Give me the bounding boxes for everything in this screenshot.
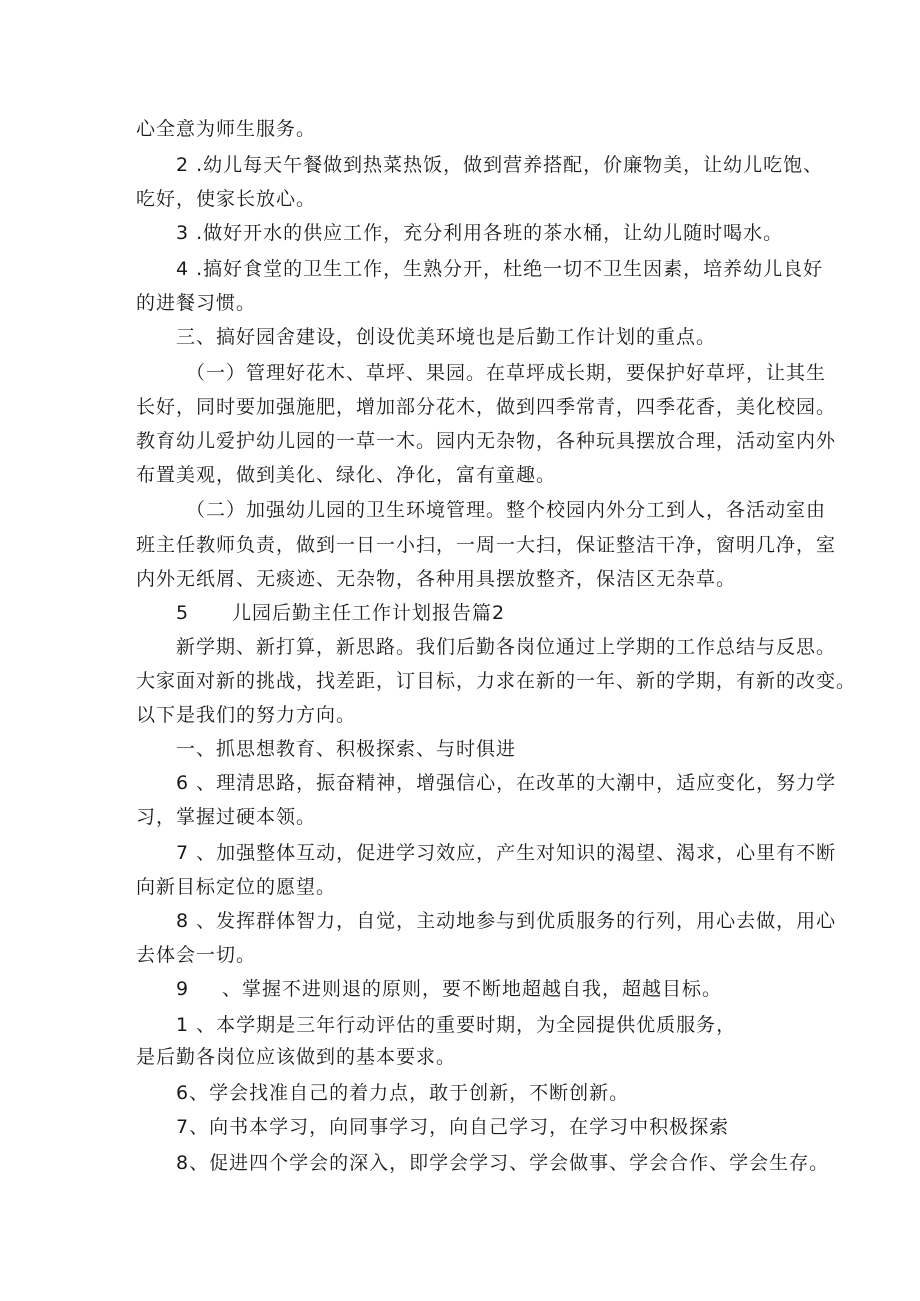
text-line: 新学期、新打算，新思路。我们后勤各岗位通过上学期的工作总结与反思。: [176, 636, 837, 658]
text-line: 4 .搞好食堂的卫生工作，生熟分开，杜绝一切不卫生因素，培养幼儿良好: [176, 258, 824, 280]
text-line: 、掌握不进则退的原则，要不断地超越自我，超越目标。: [222, 978, 723, 1000]
text-line: 教育幼儿爱护幼儿园的一草一木。园内无杂物，各种玩具摆放合理，活动室内外: [136, 430, 837, 452]
text-line: 2 .幼儿每天午餐做到热菜热饭，做到营养搭配，价廉物美，让幼儿吃饱、: [176, 154, 824, 176]
text-line: 大家面对新的挑战，找差距，订目标，力求在新的一年、新的学期，有新的改变。: [136, 670, 857, 692]
text-line: 习，掌握过硬本领。: [136, 806, 317, 828]
text-line: 以下是我们的努力方向。: [136, 704, 357, 726]
text-line: 6、学会找准自己的着力点，敢于创新，不断创新。: [176, 1082, 630, 1104]
text-line: 布置美观，做到美化、绿化、净化，富有童趣。: [136, 464, 557, 486]
text-line: 7、向书本学习，向同事学习，向自己学习，在学习中积极探索: [176, 1116, 730, 1138]
text-line: 是后勤各岗位应该做到的基本要求。: [136, 1046, 457, 1068]
text-line: 向新目标定位的愿望。: [136, 876, 337, 898]
section-heading: 三、搞好园舍建设，创设优美环境也是后勤工作计划的重点。: [176, 326, 717, 348]
text-line: 长好，同时要加强施肥，增加部分花木，做到四季常青，四季花香，美化校园。: [136, 396, 837, 418]
text-line: 8、促进四个学会的深入，即学会学习、学会做事、学会合作、学会生存。: [176, 1152, 830, 1174]
text-line: 8 、发挥群体智力，自觉，主动地参与到优质服务的行列，用心去做，用心: [176, 910, 837, 932]
text-line: 班主任教师负责，做到一日一小扫，一周一大扫，保证整洁干净，窗明几净，室: [136, 534, 837, 556]
text-line: （二）加强幼儿园的卫生环境管理。整个校园内外分工到人，各活动室由: [186, 499, 827, 521]
text-line: 1 、本学期是三年行动评估的重要时期，为全园提供优质服务，: [176, 1014, 737, 1036]
section-number: 5: [176, 602, 190, 624]
text-line: 6 、理清思路，振奋精神，增强信心，在改革的大潮中，适应变化，努力学: [176, 772, 837, 794]
section-title: 儿园后勤主任工作计划报告篇2: [232, 602, 506, 624]
text-line: （一）管理好花木、草坪、果园。在草坪成长期，要保护好草坪，让其生: [186, 362, 827, 384]
text-line: 去体会一切。: [136, 944, 257, 966]
text-line: 7 、加强整体互动，促进学习效应，产生对知识的渴望、渴求，心里有不断: [176, 842, 837, 864]
section-heading: 一、抓思想教育、积极探索、与时俱进: [176, 738, 517, 760]
text-line: 内外无纸屑、无痰迹、无杂物，各种用具摆放整齐，保洁区无杂草。: [136, 568, 737, 590]
text-line: 吃好，使家长放心。: [136, 188, 317, 210]
text-line: 的进餐习惯。: [136, 292, 257, 314]
text-line: 心全意为师生服务。: [136, 118, 317, 140]
item-number: 9: [176, 978, 190, 1000]
text-line: 3 .做好开水的供应工作，充分利用各班的茶水桶，让幼儿随时喝水。: [176, 222, 784, 244]
